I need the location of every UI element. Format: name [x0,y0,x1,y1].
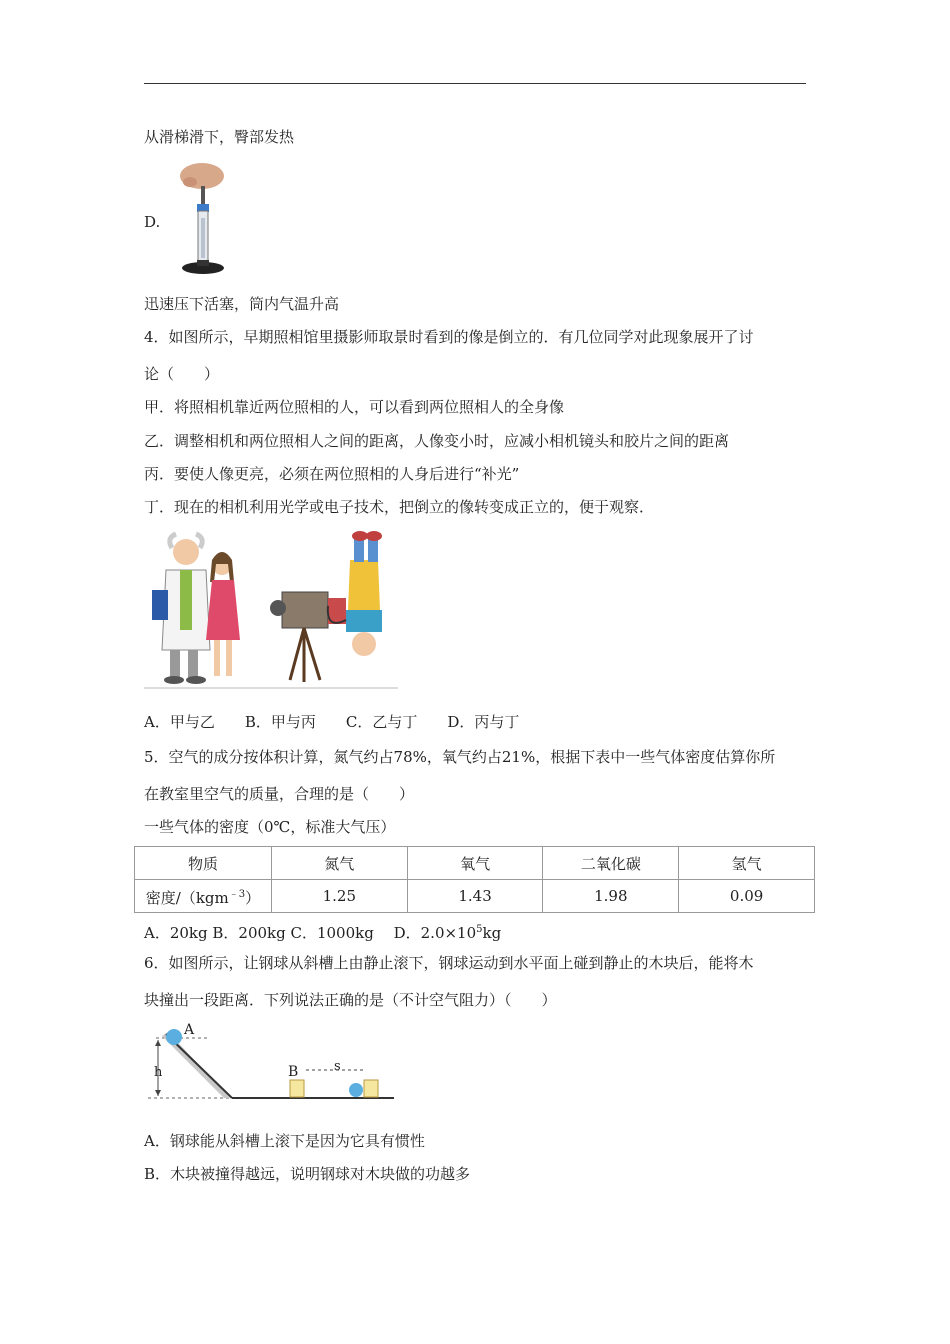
q5-stem-line2: 在教室里空气的质量，合理的是（ ） [144,785,415,803]
piston-cylinder-figure [168,158,238,280]
label-b: B [288,1064,299,1080]
table-cell: 1.25 [271,880,407,913]
label-a: A [184,1022,195,1038]
q5-table-caption: 一些气体的密度（0℃，标准大气压） [144,818,396,836]
table-header-cell: 物质 [135,847,272,880]
q6-option-b: B．木块被撞得越远，说明钢球对木块做的功越多 [144,1165,471,1183]
q4-statement-2: 乙．调整相机和两位照相人之间的距离，人像变小时，应减小相机镜头和胶片之间的距离 [144,432,730,450]
header-rule [144,83,806,84]
q4-statement-1: 甲．将照相机靠近两位照相的人，可以看到两位照相人的全身像 [144,398,565,416]
q4-statement-3: 丙．要使人像更亮，必须在两位照相的人身后进行“补光” [144,465,520,483]
gas-density-table [134,846,815,913]
q4-statement-4: 丁．现在的相机利用光学或电子技术，把倒立的像转变成正立的，便于观察． [144,498,655,516]
table-cell: 0.09 [679,880,815,913]
q6-stem-line2: 块撞出一段距离．下列说法正确的是（不计空气阻力）（ ） [144,991,557,1009]
label-h: h [154,1065,163,1080]
q5-options: A．20kg B．200kg C．1000kg D．$2.0\times 10^5kg$ [144,924,502,942]
q4-stem-line1: 4．如图所示，早期照相馆里摄影师取景时看到的像是倒立的．有几位同学对此现象展开了讨 [144,328,754,346]
table-cell: 1.98 [543,880,679,913]
q6-stem-line1: 6．如图所示，让钢球从斜槽上由静止滚下，钢球运动到水平面上碰到静止的木块后，能将木 [144,954,754,972]
table-header-row [135,847,815,880]
option-c-caption: 从滑梯滑下，臀部发热 [144,128,295,146]
label-s: s [334,1059,341,1074]
table-header-cell: 氮气 [271,847,407,880]
table-header-cell: 氧气 [407,847,543,880]
q6-option-a: A．钢球能从斜槽上滚下是因为它具有惯性 [144,1132,425,1150]
q4-options: A．甲与乙 B．甲与丙 C．乙与丁 D．丙与丁 [144,713,520,731]
ramp-ball-block-figure [144,1020,400,1110]
photo-studio-figure [144,530,398,692]
table-row [135,880,815,913]
q4-stem-line2: 论（ ） [144,365,220,383]
table-header-cell: 二氧化碳 [543,847,679,880]
table-header-cell: 氢气 [679,847,815,880]
table-cell: 1.43 [407,880,543,913]
option-d-caption: 迅速压下活塞，筒内气温升高 [144,295,340,313]
q5-stem-line1: 5．空气的成分按体积计算，氮气约占78%，氧气约占21%，根据下表中一些气体密度估算你所 [144,748,776,766]
option-d-label: D. [144,213,161,231]
table-row-label: 密度/（kgm$^{﹣3}$） [135,880,272,913]
